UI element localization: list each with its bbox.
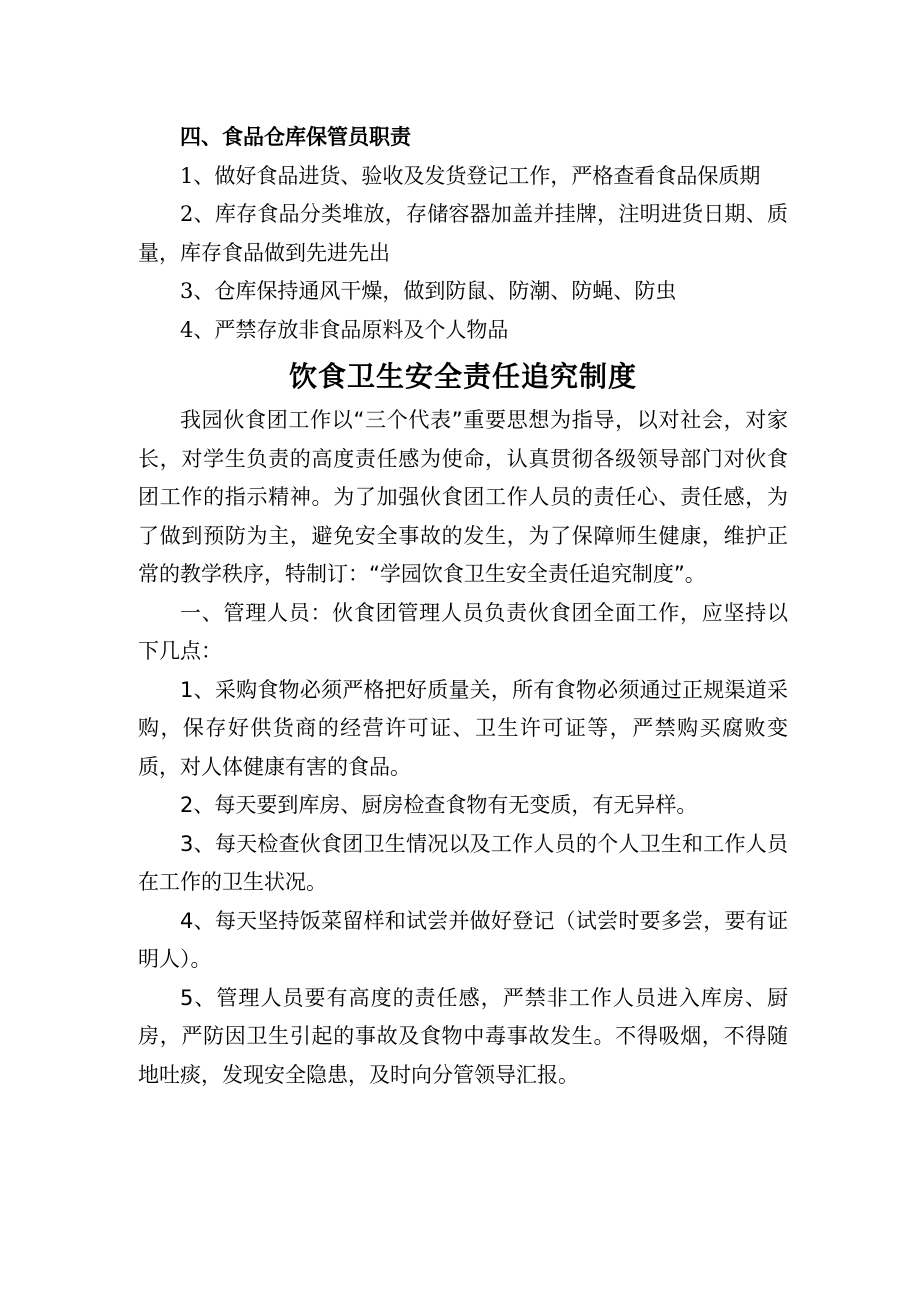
document-body (138, 118, 788, 1094)
rule-5: 5、管理人员要有高度的责任感，严禁非工作人员进入库房、厨房，严防因卫生引起的事故及食物中毒事故发生。不得吸烟，不得随地吐痰，发现安全隐患，及时向分管领导汇报。 (138, 985, 788, 1087)
section-four-item-3: 3、仓库保持通风干燥，做到防鼠、防潮、防蝇、防虫 (180, 279, 677, 303)
rule-2: 2、每天要到库房、厨房检查食物有无变质，有无异样。 (180, 793, 698, 817)
rule-3: 3、每天检查伙食团卫生情况以及工作人员的个人卫生和工作人员在工作的卫生状况。 (138, 831, 788, 894)
section-four-item-2: 2、库存食品分类堆放，存储容器加盖并挂牌，注明进货日期、质量，库存食品做到先进先出 (138, 202, 788, 265)
section-four-item-4: 4、严禁存放非食品原料及个人物品 (180, 317, 509, 342)
policy-title: 饮食卫生安全责任追究制度 (288, 360, 637, 393)
section-four-heading: 四、食品仓库保管员职责 (180, 125, 411, 149)
part-one-heading: 一、管理人员：伙食团管理人员负责伙食团全面工作，应坚持以下几点： (138, 600, 788, 663)
section-four-item-1: 1、做好食品进货、验收及发货登记工作，严格查看食品保质期 (180, 163, 761, 188)
rule-1: 1、采购食物必须严格把好质量关，所有食物必须通过正规渠道采购，保存好供货商的经营许可证、卫生许可证等，严禁购买腐败变质，对人体健康有害的食品。 (138, 677, 788, 779)
policy-intro: 我园伙食团工作以“三个代表”重要思想为指导，以对社会，对家长，对学生负责的高度责任感为使命，认真贯彻各级领导部门对伙食团工作的指示精神。为了加强伙食团工作人员的责任心、责任感，为了做到预防为主，避免安全事故的发生，为了保障师生健康，维护正常的教学秩序，特制订：“学园饮食卫生安全责任追究制度”。 (138, 408, 788, 586)
rule-4: 4、每天坚持饭菜留样和试尝并做好登记（试尝时要多尝，要有证明人）。 (138, 908, 788, 971)
